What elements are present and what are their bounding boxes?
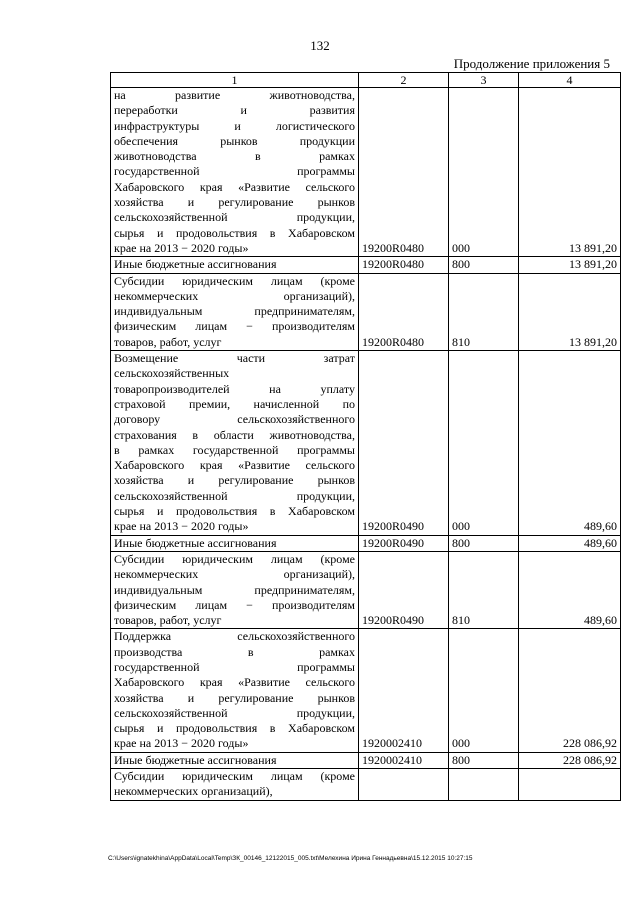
amount-value: 13 891,20: [519, 273, 621, 350]
description-line: сельскохозяйственной продукции,: [114, 210, 355, 225]
description-line: сельскохозяйственной продукции,: [114, 488, 355, 503]
table-header-row: [111, 73, 621, 88]
row-description: [111, 752, 359, 768]
description-line: товаров, работ, услуг: [114, 334, 222, 349]
table-row: [111, 273, 621, 350]
row-description: [111, 551, 359, 628]
description-line: крае на 2013 − 2020 годы»: [114, 519, 249, 534]
description-line: товаров, работ, услуг: [114, 613, 222, 628]
expense-type-code: 000: [449, 88, 519, 257]
description-line: хозяйства и регулирование рынков: [114, 195, 355, 210]
expense-type-code: 800: [449, 752, 519, 768]
expense-type-code: 000: [449, 351, 519, 536]
description-line: Субсидии юридическим лицам (кроме: [114, 551, 355, 566]
target-article-code: 1920002410: [359, 629, 449, 752]
row-description: [111, 351, 359, 536]
file-path-footer: C:\Users\ignatekhina\AppData\Local\Temp\ЗК_00146_12122015_005.txt\Мелехина Ирина Геннадьевна\15.12.2015 10:27:15: [108, 855, 473, 862]
amount-value: 228 086,92: [519, 629, 621, 752]
row-description: [111, 769, 359, 801]
description-line: индивидуальным предпринимателям,: [114, 582, 355, 597]
table-row: [111, 629, 621, 752]
description-line: Иные бюджетные ассигнования: [114, 752, 277, 767]
description-line: договору сельскохозяйственного: [114, 412, 355, 427]
description-line: страховой премии, начисленной по: [114, 396, 355, 411]
target-article-code: 19200R0480: [359, 273, 449, 350]
description-line: сельскохозяйственных: [114, 366, 230, 381]
description-line: государственной программы: [114, 164, 355, 179]
page-number: 132: [310, 38, 330, 53]
amount-value: 489,60: [519, 551, 621, 628]
target-article-code: 19200R0490: [359, 351, 449, 536]
table-row: [111, 752, 621, 768]
table-row: [111, 257, 621, 273]
column-header-3: 3: [449, 73, 519, 88]
expense-type-code: 810: [449, 551, 519, 628]
expense-type-code: 800: [449, 535, 519, 551]
description-line: сельскохозяйственной продукции,: [114, 705, 355, 720]
table-row: [111, 535, 621, 551]
description-line: некоммерческих организаций),: [114, 288, 355, 303]
description-line: сырья и продовольствия в Хабаровском: [114, 225, 355, 240]
description-line: Иные бюджетные ассигнования: [114, 535, 277, 550]
description-line: некоммерческих организаций),: [114, 567, 355, 582]
description-line: Субсидии юридическим лицам (кроме: [114, 769, 355, 784]
column-header-2: 2: [359, 73, 449, 88]
description-line: индивидуальным предпринимателям,: [114, 304, 355, 319]
description-line: обеспечения рынков продукции: [114, 133, 355, 148]
target-article-code: 19200R0490: [359, 535, 449, 551]
column-header-4: 4: [519, 73, 621, 88]
amount-value: [519, 769, 621, 801]
target-article-code: 1920002410: [359, 752, 449, 768]
table-row: [111, 351, 621, 536]
expense-type-code: [449, 769, 519, 801]
description-line: некоммерческих организаций),: [114, 784, 273, 799]
column-header-1: 1: [111, 73, 359, 88]
description-line: сырья и продовольствия в Хабаровском: [114, 504, 355, 519]
row-description: [111, 629, 359, 752]
description-line: крае на 2013 − 2020 годы»: [114, 736, 249, 751]
description-line: животноводства в рамках: [114, 149, 355, 164]
description-line: Субсидии юридическим лицам (кроме: [114, 273, 355, 288]
description-line: Хабаровского края «Развитие сельского: [114, 179, 355, 194]
description-line: Иные бюджетные ассигнования: [114, 257, 277, 272]
description-line: Поддержка сельскохозяйственного: [114, 629, 355, 644]
target-article-code: 19200R0480: [359, 257, 449, 273]
description-line: крае на 2013 − 2020 годы»: [114, 240, 249, 255]
description-line: государственной программы: [114, 659, 355, 674]
description-line: Возмещение части затрат: [114, 351, 355, 366]
table-row: [111, 551, 621, 628]
description-line: Хабаровского края «Развитие сельского: [114, 675, 355, 690]
table-row: [111, 769, 621, 801]
description-line: товаропроизводителей на уплату: [114, 381, 355, 396]
description-line: хозяйства и регулирование рынков: [114, 690, 355, 705]
row-description: [111, 273, 359, 350]
amount-value: 228 086,92: [519, 752, 621, 768]
row-description: [111, 257, 359, 273]
description-line: инфраструктуры и логистического: [114, 118, 355, 133]
description-line: хозяйства и регулирование рынков: [114, 473, 355, 488]
description-line: страхования в области животноводства,: [114, 427, 355, 442]
amount-value: 489,60: [519, 351, 621, 536]
description-line: физическим лицам − производителям: [114, 597, 355, 612]
row-description: [111, 88, 359, 257]
description-line: в рамках государственной программы: [114, 442, 355, 457]
row-description: [111, 535, 359, 551]
description-line: сырья и продовольствия в Хабаровском: [114, 721, 355, 736]
amount-value: 13 891,20: [519, 88, 621, 257]
expense-type-code: 800: [449, 257, 519, 273]
table-row: [111, 88, 621, 257]
target-article-code: 19200R0480: [359, 88, 449, 257]
description-line: на развитие животноводства,: [114, 88, 355, 102]
expense-type-code: 000: [449, 629, 519, 752]
expense-type-code: 810: [449, 273, 519, 350]
budget-table: [110, 72, 621, 801]
amount-value: 13 891,20: [519, 257, 621, 273]
target-article-code: [359, 769, 449, 801]
description-line: Хабаровского края «Развитие сельского: [114, 458, 355, 473]
description-line: производства в рамках: [114, 644, 355, 659]
description-line: переработки и развития: [114, 103, 355, 118]
target-article-code: 19200R0490: [359, 551, 449, 628]
description-line: физическим лицам − производителям: [114, 319, 355, 334]
appendix-continuation-label: Продолжение приложения 5: [453, 56, 610, 71]
amount-value: 489,60: [519, 535, 621, 551]
